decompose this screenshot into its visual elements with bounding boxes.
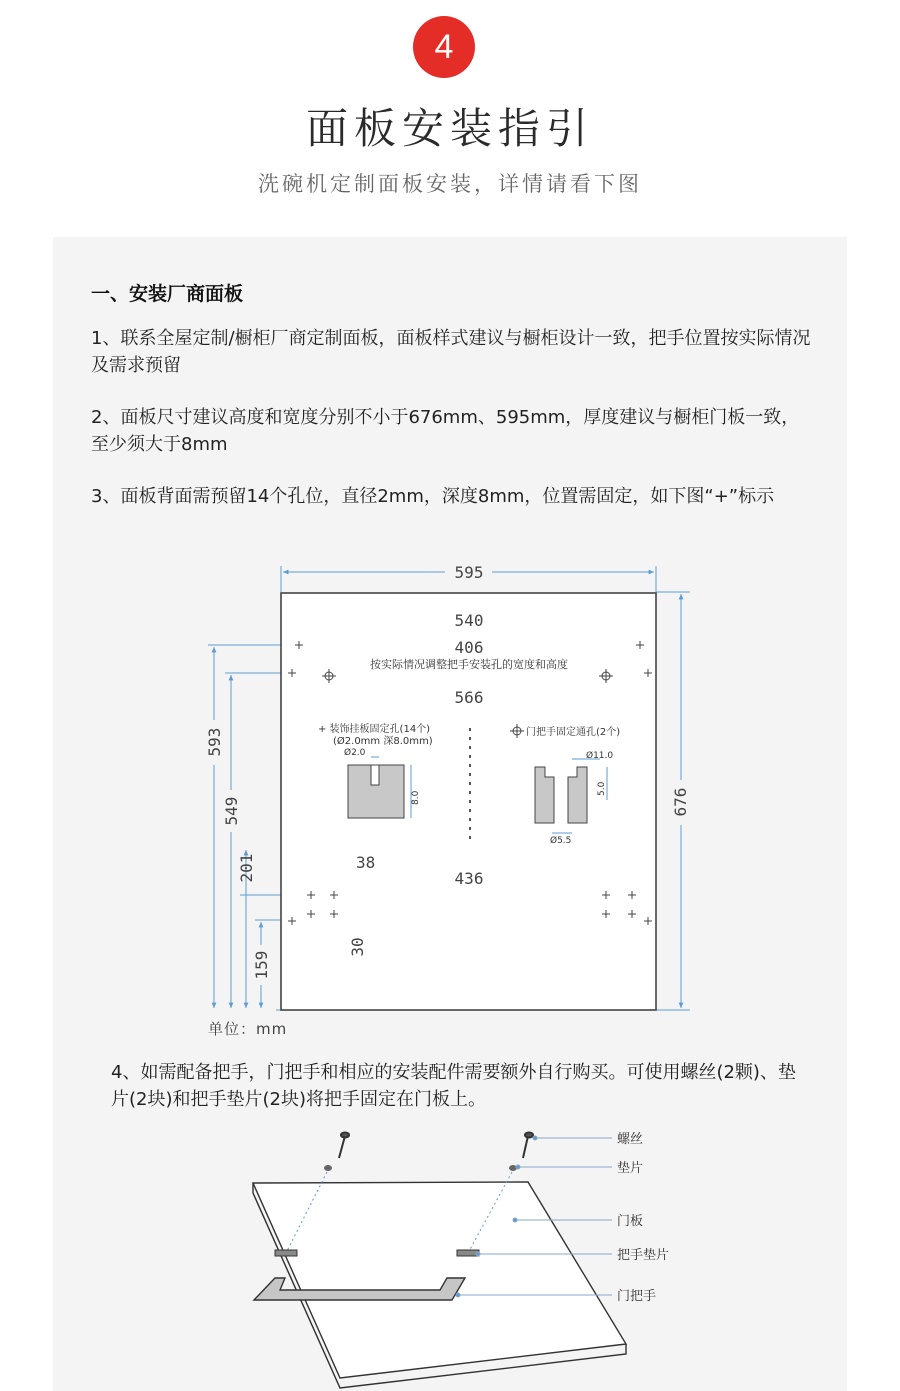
legend-handle-title: 门把手固定通孔(2个) bbox=[526, 727, 621, 738]
dim-201: 201 bbox=[237, 853, 256, 883]
legend-handle-depth: 5.0 bbox=[597, 781, 607, 796]
page-subtitle: 洗碗机定制面板安装，详情请看下图 bbox=[258, 172, 642, 196]
legend-handle-d2: Ø5.5 bbox=[550, 836, 572, 846]
legend-hole-title: + 装饰挂板固定孔(14个) bbox=[318, 724, 431, 735]
dim-436: 436 bbox=[454, 869, 484, 888]
page-title: 面板安装指引 bbox=[305, 104, 594, 153]
dim-159: 159 bbox=[252, 950, 271, 980]
dim-540: 540 bbox=[454, 611, 484, 630]
paragraph-3: 3、面板背面需预留14个孔位，直径2mm，深度8mm，位置需固定，如下图“+”标示 bbox=[91, 486, 775, 507]
legend-hole-spec: (Ø2.0mm 深8.0mm) bbox=[333, 736, 433, 747]
label-washer: 垫片 bbox=[617, 1161, 644, 1176]
paragraph-4: 4、如需配备把手，门把手和相应的安装配件需要额外自行购买。可使用螺丝(2颗)、垫片(2块)和把手垫片(2块)将把手固定在门板上。 bbox=[111, 1062, 796, 1110]
label-handle-pad: 把手垫片 bbox=[617, 1248, 670, 1263]
paragraph-1: 1、联系全屋定制/橱柜厂商定制面板，面板样式建议与橱柜设计一致，把手位置按实际情况及需求预留 bbox=[91, 328, 811, 376]
dim-38: 38 bbox=[356, 853, 376, 872]
section-title: 一、安装厂商面板 bbox=[91, 283, 244, 305]
paragraph-2: 2、面板尺寸建议高度和宽度分别不小于676mm、595mm，厚度建议与橱柜门板一致，至少须大于8mm bbox=[91, 407, 800, 455]
dim-549: 549 bbox=[222, 796, 241, 826]
label-door-panel: 门板 bbox=[617, 1214, 644, 1229]
legend-hole-depth: 8.0 bbox=[411, 790, 421, 805]
label-screw: 螺丝 bbox=[617, 1132, 644, 1147]
dim-30: 30 bbox=[348, 937, 367, 957]
step-number-badge: 4 bbox=[413, 16, 475, 78]
unit-label: 单位：mm bbox=[208, 1020, 288, 1038]
dim-566: 566 bbox=[454, 688, 484, 707]
dim-406: 406 bbox=[454, 638, 484, 657]
dim-595: 595 bbox=[454, 563, 484, 582]
dim-676: 676 bbox=[671, 787, 690, 817]
dim-593: 593 bbox=[205, 727, 224, 757]
legend-handle-d1: Ø11.0 bbox=[586, 751, 614, 761]
legend-hole-diameter: Ø2.0 bbox=[344, 748, 366, 758]
adjust-note: 按实际情况调整把手安装孔的宽度和高度 bbox=[370, 658, 568, 671]
label-door-handle: 门把手 bbox=[617, 1289, 657, 1304]
